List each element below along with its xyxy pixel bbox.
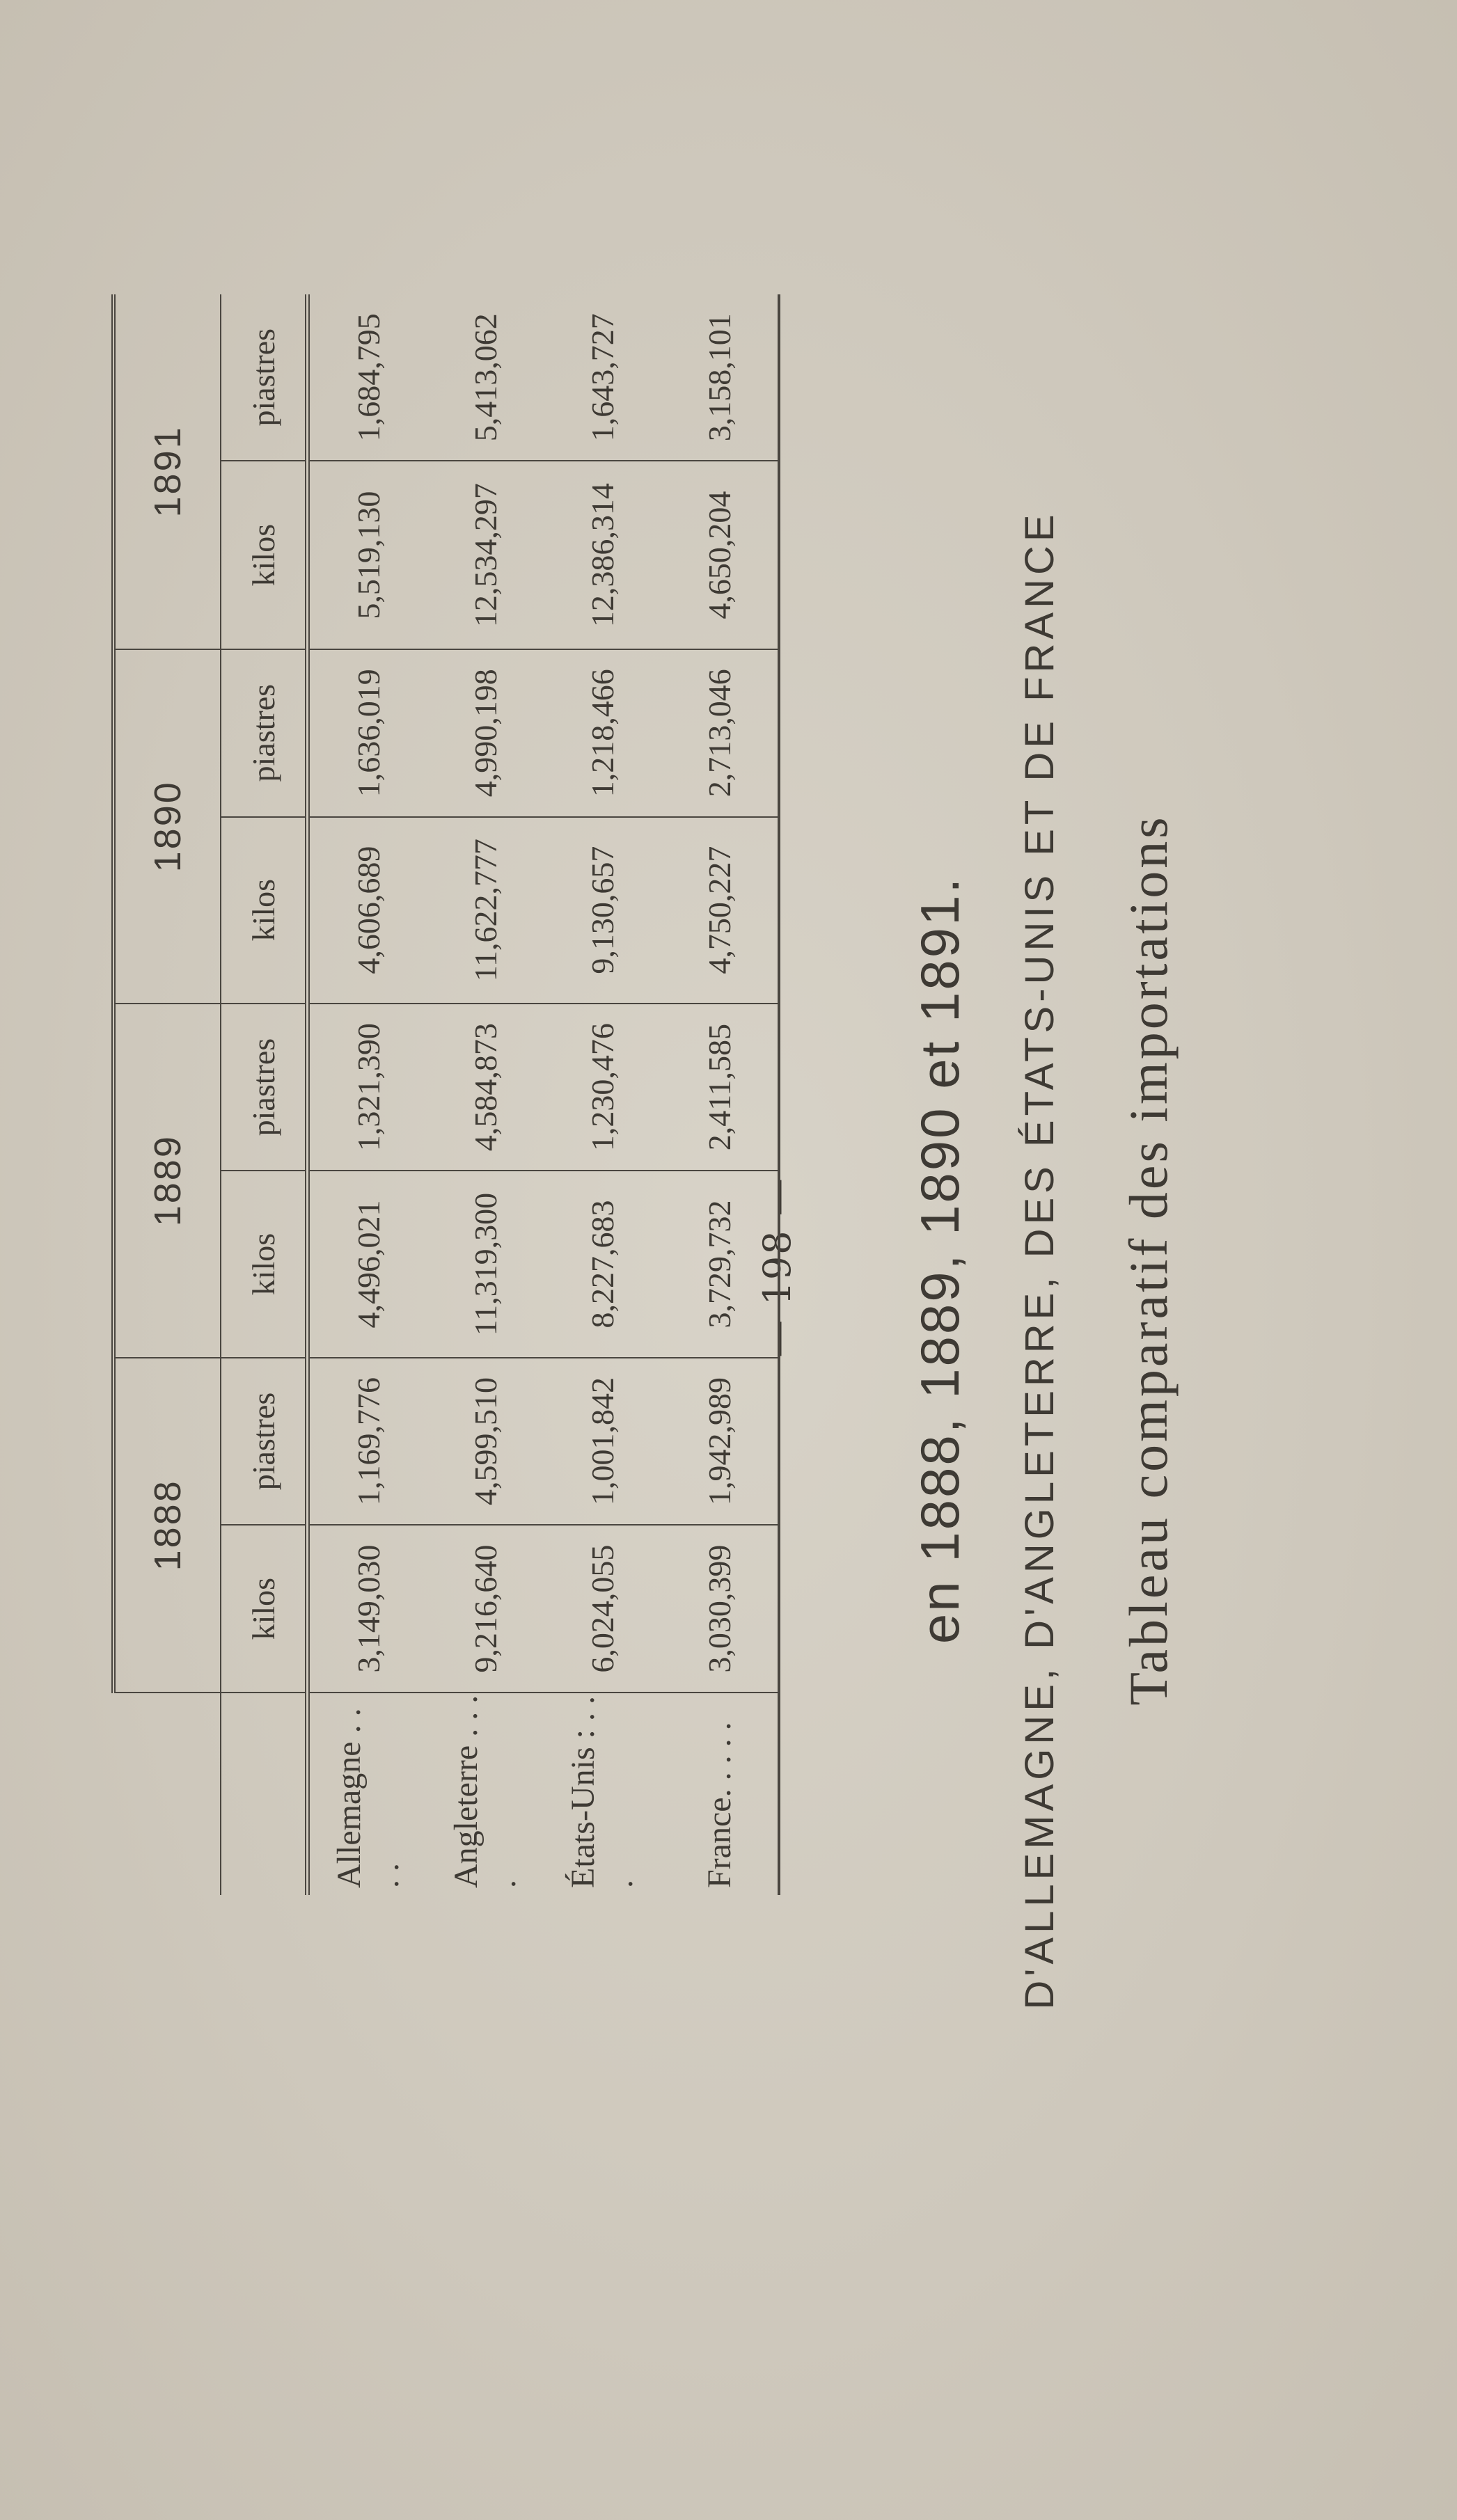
page-number: — 198 — xyxy=(755,1177,799,1358)
country-label: Angleterre . . . . xyxy=(448,1695,523,1888)
table-cell: 4,650,204 xyxy=(661,461,779,649)
table-cell: 1,230,476 xyxy=(544,1004,661,1171)
table-cell: 4,606,689 xyxy=(308,817,427,1004)
year-header: 1891 xyxy=(113,294,221,649)
page-title: Tableau comparatif des importations xyxy=(1118,814,1179,1706)
table-cell: 4,584,873 xyxy=(427,1004,544,1171)
unit-header: piastres xyxy=(221,649,308,817)
corner-cell xyxy=(221,1693,308,1895)
country-label: États-Unis : . . . xyxy=(565,1696,640,1888)
year-header: 1888 xyxy=(113,1358,221,1693)
unit-header: kilos xyxy=(221,1525,308,1693)
table-cell: 2,411,585 xyxy=(661,1004,779,1171)
table-cell: 1,942,989 xyxy=(661,1358,779,1526)
table-row xyxy=(308,294,427,1895)
table-cell: 4,990,198 xyxy=(427,649,544,817)
table-cell: 6,024,055 xyxy=(544,1525,661,1693)
unit-header: piastres xyxy=(221,1358,308,1526)
table-cell: 4,599,510 xyxy=(427,1358,544,1526)
table-cell: 3,149,030 xyxy=(308,1525,427,1693)
table-cell: 12,534,297 xyxy=(427,461,544,649)
page-subtitle: D'ALLEMAGNE, D'ANGLETERRE, DES ÉTATS-UNIS ET DE FRANCE xyxy=(1017,510,1062,2010)
table-cell: 1,643,727 xyxy=(544,294,661,461)
imports-table xyxy=(111,294,780,1895)
unit-header: kilos xyxy=(221,1171,308,1357)
corner-cell xyxy=(113,1693,221,1895)
table-cell: 3,030,399 xyxy=(661,1525,779,1693)
table-cell: 3,158,101 xyxy=(661,294,779,461)
unit-header: piastres xyxy=(221,1004,308,1171)
table-cell: 9,130,657 xyxy=(544,817,661,1004)
table-cell: 11,319,300 xyxy=(427,1171,544,1357)
table-cell: 1,169,776 xyxy=(308,1358,427,1526)
country-label: France. . . . . xyxy=(661,1693,779,1895)
unit-header: kilos xyxy=(221,817,308,1004)
year-header: 1889 xyxy=(113,1004,221,1358)
table-row xyxy=(544,294,661,1895)
unit-header-row xyxy=(221,294,308,1895)
table-cell: 5,519,130 xyxy=(308,461,427,649)
year-header: 1890 xyxy=(113,649,221,1004)
unit-header: piastres xyxy=(221,294,308,461)
table-cell: 3,729,732 xyxy=(661,1171,779,1357)
unit-header: kilos xyxy=(221,461,308,649)
table-cell: 8,227,683 xyxy=(544,1171,661,1357)
table-cell: 5,413,062 xyxy=(427,294,544,461)
table-row xyxy=(661,294,779,1895)
period-line: en 1888, 1889, 1890 et 1891. xyxy=(909,875,970,1645)
country-label: Allemagne . . . . xyxy=(331,1708,406,1888)
table-cell: 1,636,019 xyxy=(308,649,427,817)
table-row xyxy=(427,294,544,1895)
table-cell: 11,622,777 xyxy=(427,817,544,1004)
table-cell: 2,713,046 xyxy=(661,649,779,817)
table-cell: 1,321,390 xyxy=(308,1004,427,1171)
table-cell: 12,386,314 xyxy=(544,461,661,649)
table-cell: 1,001,842 xyxy=(544,1358,661,1526)
table-cell: 4,750,227 xyxy=(661,817,779,1004)
year-header-row xyxy=(113,294,221,1895)
table-cell: 1,684,795 xyxy=(308,294,427,461)
table-cell: 9,216,640 xyxy=(427,1525,544,1693)
table-cell: 1,218,466 xyxy=(544,649,661,817)
table-cell: 4,496,021 xyxy=(308,1171,427,1357)
